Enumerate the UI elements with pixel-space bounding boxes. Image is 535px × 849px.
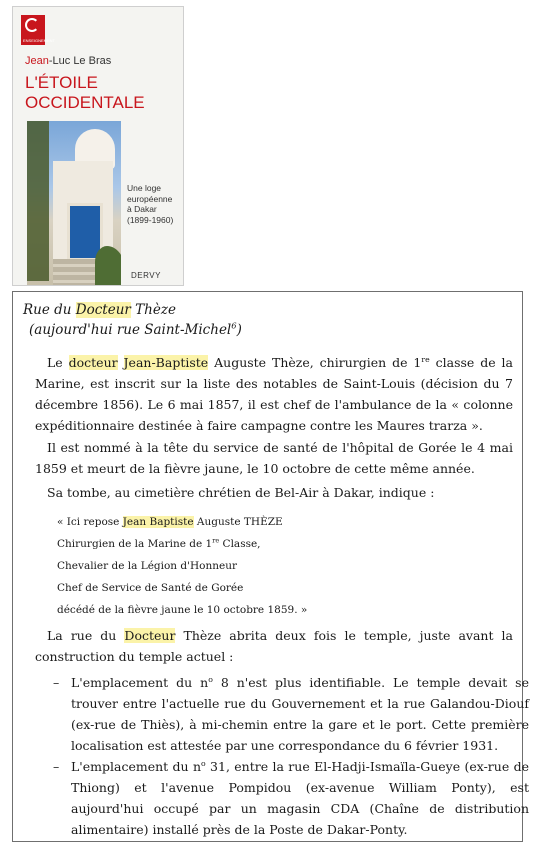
book-title	[25, 73, 180, 113]
subtitle-line: Une loge	[127, 183, 162, 193]
list-item	[53, 672, 529, 756]
publisher-logo	[21, 15, 56, 45]
text-run: 31, entre la rue El-Hadji-Ismaïla-Gueye (ex-rue de Thiong) et l'avenue Pompidou (ex-avenue William Ponty), est aujourd'hui occupé par un magasin CDA (Chaîne de distribution alimentaire) installé près de la Poste de Dakar-Ponty.	[71, 759, 529, 837]
epitaph-quote	[57, 511, 307, 621]
text-excerpt	[12, 291, 529, 842]
crescent-icon	[25, 18, 39, 32]
logo-text: ENSEIGNEMENT	[23, 38, 56, 43]
subtitle-line: (1899-1960)	[127, 214, 174, 225]
text-run: L'emplacement du n	[71, 759, 201, 774]
text-run: Le	[47, 355, 69, 370]
author-first-name: Jean	[25, 55, 49, 67]
text-run: Chirurgien de la Marine de 1	[57, 538, 213, 550]
text-run	[118, 355, 124, 370]
text-run: classe de la Marine, est inscrit sur la liste des notables de Saint-Louis (décision du 7 décembre 1856). Le 6 mai 1857, il est chef de l'ambulance de la « colonne expéditionnaire destinée à faire campagne contre les Maures trarza ».	[35, 355, 513, 433]
text-run: Classe,	[219, 538, 261, 550]
book-title-line1: L'ÉTOILE	[25, 73, 98, 92]
superscript: re	[212, 536, 220, 545]
book-title-line2: OCCIDENTALE	[25, 93, 145, 112]
highlighted-word: Docteur	[75, 302, 131, 318]
street-name	[23, 300, 242, 320]
street-note-text: (aujourd'hui rue Saint-Michel	[29, 322, 232, 338]
subtitle-line: européenne	[127, 193, 173, 204]
paragraph-3: Sa tombe, au cimetière chrétien de Bel-Air à Dakar, indique :	[47, 485, 435, 500]
highlighted-word: Jean Baptiste	[122, 516, 194, 528]
quote-line-1	[57, 511, 307, 533]
subtitle-line: à Dakar	[127, 204, 157, 214]
book-subtitle	[127, 183, 184, 225]
paragraph-2: Il est nommé à la tête du service de santé de l'hôpital de Gorée le 4 mai 1859 et meurt de la fièvre jaune, le 10 octobre de cette même année.	[35, 440, 513, 476]
quote-line-2	[57, 533, 307, 555]
dash-bullet: –	[53, 759, 60, 774]
superscript: re	[421, 354, 430, 364]
street-prefix: Rue du	[23, 302, 76, 318]
paragraph-4	[35, 625, 513, 667]
text-run: L'emplacement du n	[71, 675, 209, 690]
paragraph-1	[35, 352, 513, 436]
superscript: o	[201, 758, 206, 768]
book-author	[25, 55, 111, 67]
tree-shape	[27, 121, 49, 281]
text-run: « Ici repose	[57, 516, 123, 528]
highlighted-word: Docteur	[124, 628, 176, 643]
dash-bullet: –	[53, 675, 60, 690]
text-run: Auguste Thèze, chirurgien de 1	[208, 355, 422, 370]
text-run: Thèze abrita deux fois le temple, juste avant la construction du temple actuel :	[35, 628, 513, 664]
street-heading	[23, 300, 242, 340]
highlighted-word: docteur	[68, 355, 118, 370]
author-rest-name: -Luc Le Bras	[48, 55, 112, 67]
superscript: o	[208, 674, 213, 684]
street-note-close: )	[236, 322, 242, 338]
publisher-name: DERVY	[131, 271, 161, 280]
quote-line-3: Chevalier de la Légion d'Honneur	[57, 560, 238, 572]
list-item	[53, 756, 529, 840]
text-run: La rue du	[47, 628, 125, 643]
quote-line-4: Chef de Service de Santé de Gorée	[57, 582, 244, 594]
text-run: Auguste THÈZE	[193, 516, 283, 528]
street-note	[23, 320, 242, 340]
footnote-ref: 6	[231, 320, 237, 331]
text-run: 8 n'est plus identifiable. Le temple devait se trouver entre l'actuelle rue du Gouvernement et la rue Galandou-Diouf (ex-rue de Thiès), à mi-chemin entre la gare et le port. Cette première localisation est attestée par une correspondance du 6 février 1931.	[71, 675, 529, 753]
cover-photo	[27, 121, 121, 286]
highlighted-word: Jean-Baptiste	[123, 355, 209, 370]
street-suffix: Thèze	[130, 302, 176, 318]
book-cover	[12, 6, 184, 286]
quote-line-5: décédé de la fièvre jaune le 10 octobre 1859. »	[57, 604, 308, 616]
bush-shape	[95, 246, 121, 286]
